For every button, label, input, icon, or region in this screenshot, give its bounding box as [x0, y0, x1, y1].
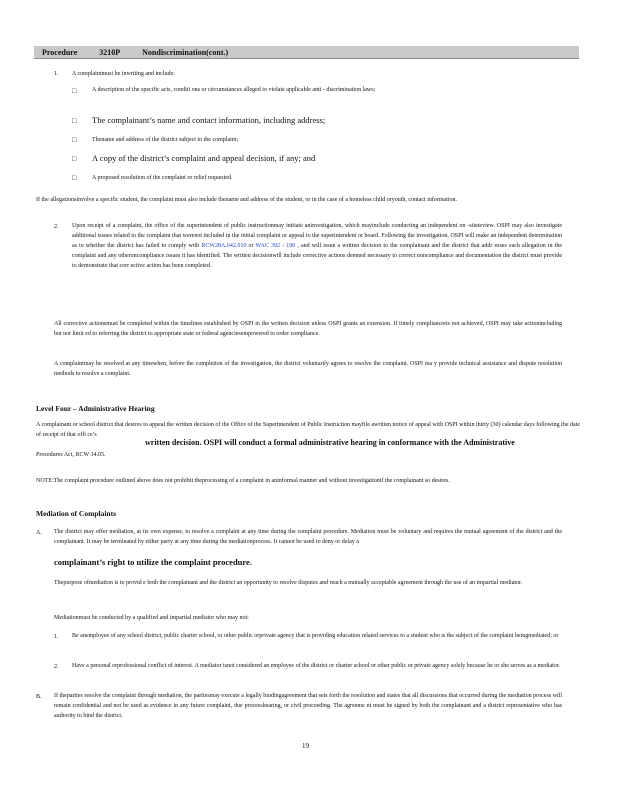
mediation-purpose: Thepurpose ofmediation is to provid e both the complainant and the district an opportunity to resolve disputes and reach a mutually acceptable agreement through the use of an impartial mediator. — [54, 580, 523, 586]
mediation-a-label: A. — [36, 530, 42, 536]
item-2-text-b: , and will issue a written decision to the complainant and the district that addr esses each allegation in the complaint and any otheroncompliance issues it has identified. The written decisionwill include corrective actions deemed necessary to correct noncompliance and documentation the district must provide to demonstrate that corr ective action has been completed. — [72, 243, 562, 269]
header-procedure-title: Nondiscrimination(cont.) — [142, 48, 229, 57]
bullet-item-text: A description of the specific acts, conditi ons or circumstances alleged to violate applicable anti - discrimination laws; — [92, 87, 376, 93]
heading-mediation: Mediation of Complaints — [36, 509, 117, 518]
wac-link[interactable]: WAC 392 - 190 — [255, 243, 296, 249]
bullet-item-text: Thename and address of the district subject to the complaint; — [92, 137, 239, 143]
header-procedure-number: 3210P — [99, 48, 121, 57]
mediation-a-bold: complainant’s right to utilize the complaint procedure. — [54, 557, 252, 567]
bullet-checkbox-icon: □ — [72, 174, 77, 182]
paragraph-corrective-actions: All corrective actionsmust be completed within the timelines established by OSPI in the written decision unless OSPI grants an extension. If timely compliancreis not achieved, OSPI may take actionincluding but not limit ed to referring the district to appropriate state or federal agenciesempowered to order compliance. — [54, 321, 562, 337]
note-paragraph: NOTE:The complaint procedure outlined above does not prohibit theprocessing of a complaint in aninformal manner and without investigationif the complainant so desires. — [36, 478, 450, 484]
section-header-bar — [34, 46, 579, 59]
paragraph-resolution: A complaintmay be resolved at any timewhen, before the completion of the investigation, the district voluntarily agrees to resolve the complaint. OSPI ma y provide technical assistance and dispute resolution methods to resolve a complaint. — [54, 361, 562, 377]
mediation-sub-text: Be anemployee of any school district, public charter school, or other public orprivate agency that is providing education related services to a student who is the subject of the complaint beingmediated; or — [72, 633, 559, 639]
mediation-a-text: The district may offer mediation, at its own expense, to resolve a complaint at any time during the complaint procedure. Mediation must be voluntary and requires the mutual agreement of the district and the complainant. It may be terminated by either party at any time during the mediationprocess. It cannot be used to deny or delay a — [54, 529, 562, 545]
paragraph-appeal: A complainant or school district that desires to appeal the written decision of the Office of the Superintendent of Public Instruction mayfile awritten notice of appeal with OSPI within thirty (30) calendar days following the date of receipt of that offi ce’s — [36, 422, 580, 438]
bullet-item-text: A copy of the district’s complaint and appeal decision, if any; and — [92, 153, 316, 163]
paragraph-appeal-bold: written decision. OSPI will conduct a formal administrative hearing in conformance with the Administrative — [145, 438, 515, 447]
mediation-sub-number: 1. — [54, 634, 59, 640]
item-2-text-or: or — [246, 243, 256, 249]
page-number: 19 — [302, 742, 309, 750]
mediation-sub-text: Have a personal orprofessional conflict of interest. A mediator isnot considered an employee of the district or charter school or other public or private agency solely because he or she serves as a mediator. — [72, 663, 561, 669]
bullet-item-text: The complainant’s name and contact information, including address; — [92, 115, 326, 125]
item-2-text-a: Upon receipt of a complaint, the office of the superintendent of public instructionmay initiate aninvestigation, which mayinclude conducting an independent on -siteteview. OSPI may also investigate additional issues related to the complaint that werenot included in the initial complaint or appeal to the superintendent or board. Following the investigation, OSPI will make an independent determination as to whether the district has failed to comply with — [72, 223, 562, 249]
mediation-sub-number: 2. — [54, 664, 59, 670]
bullet-checkbox-icon: □ — [72, 136, 77, 144]
mediation-b-label: B. — [36, 694, 42, 700]
item-1-text: A complaintmust be inwriting and include: — [72, 71, 175, 77]
item-1-number: 1. — [54, 71, 59, 77]
item-2-text — [72, 221, 562, 271]
mediation-must: Mediationmust be conducted by a qualified and impartial mediator who may not: — [54, 615, 249, 621]
header-procedure-label: Procedure — [42, 48, 78, 57]
rcw-link[interactable]: RCW28A.642.010 — [201, 243, 247, 249]
mediation-b-text: If theparties resolve the complaint through mediation, the partiesmay execute a legally bindingagreement that sets forth the resolution and states that all discussions that occurred during the mediation process will remain confidential and not be used as evidence in any future complaint, due processhearing, or civil proceeding. The agreeme nt must be signed by both the complainant and a district representative who has authority to bind the district. — [54, 693, 562, 719]
paragraph-appeal-tail: Procedures Act, RCW 34.05. — [36, 452, 106, 458]
bullet-checkbox-icon: □ — [72, 87, 77, 95]
heading-level-four: Level Four – Administrative Hearing — [36, 404, 155, 413]
bullet-checkbox-icon: □ — [72, 155, 77, 163]
paragraph-student-involvement: If the allegationsinvolve a specific student, the complaint must also include thename and address of the student, or in the case of a homeless child oryouth, contact information. — [36, 197, 458, 203]
bullet-item-text: A proposed resolution of the complaint or relief requested. — [92, 175, 233, 181]
bullet-checkbox-icon: □ — [72, 117, 77, 125]
item-2-number: 2. — [54, 224, 59, 230]
